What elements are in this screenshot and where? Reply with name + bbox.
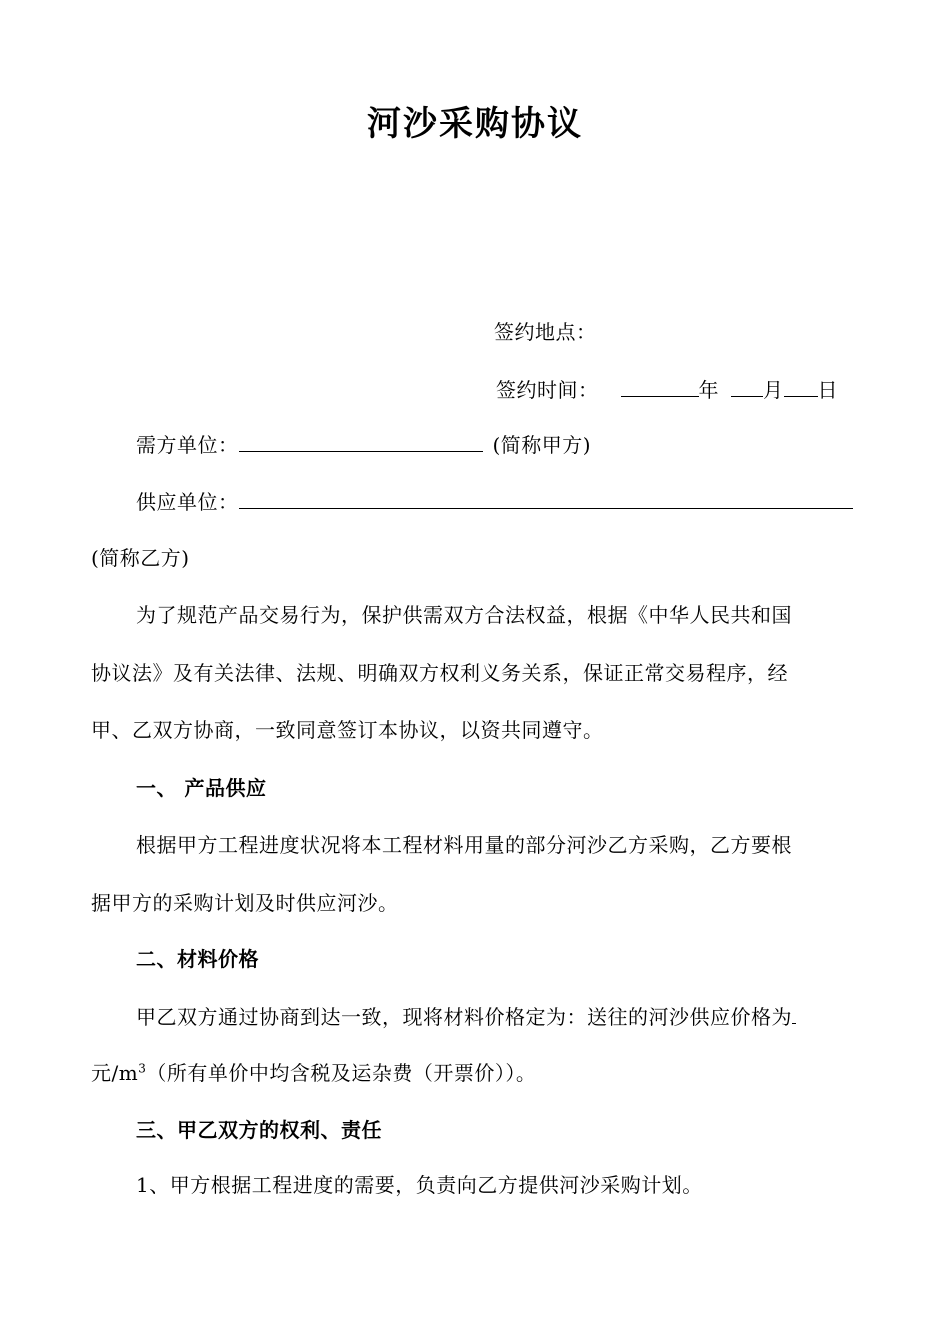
- unit-prefix: 元/m: [91, 1061, 139, 1085]
- section3-heading: 三、甲乙双方的权利、责任: [136, 1118, 382, 1142]
- intro-line-3: 甲、乙双方协商，一致同意签订本协议，以资共同遵守。: [91, 718, 604, 742]
- supplier-abbr: (简称乙方): [91, 546, 190, 570]
- buyer-row: [136, 429, 591, 459]
- sign-place: [494, 318, 597, 346]
- sign-place-label: 签约地点：: [494, 320, 597, 344]
- buyer-abbr: (简称甲方): [492, 433, 592, 457]
- day-blank: [784, 374, 818, 397]
- sign-time-label: 签约时间：: [496, 378, 599, 402]
- price-blank: [792, 1001, 796, 1024]
- intro-line-2: 协议法》及有关法律、法规、明确双方权利义务关系，保证正常交易程序，经: [91, 661, 788, 685]
- supplier-blank: [239, 486, 853, 509]
- intro-line-1: 为了规范产品交易行为，保护供需双方合法权益，根据《中华人民共和国: [136, 603, 792, 627]
- month-label: 月: [763, 378, 784, 402]
- section2-line-1-text: 甲乙双方通过协商到达一致，现将材料价格定为：送往的河沙供应价格为: [136, 1005, 792, 1029]
- sign-time: [496, 374, 838, 404]
- section3-item-1: 1、甲方根据工程进度的需要，负责向乙方提供河沙采购计划。: [136, 1173, 703, 1197]
- section2-line-1: [136, 1001, 796, 1031]
- buyer-blank: [239, 429, 483, 452]
- section2-heading: 二、材料价格: [136, 947, 259, 971]
- section2-line-2: [91, 1059, 536, 1087]
- unit-suffix: （所有单价中均含税及运杂费（开票价））。: [146, 1061, 537, 1085]
- buyer-label: 需方单位：: [136, 433, 239, 457]
- month-blank: [731, 374, 763, 397]
- section1-line-1: 根据甲方工程进度状况将本工程材料用量的部分河沙乙方采购，乙方要根: [136, 833, 792, 857]
- supplier-row: [136, 486, 853, 516]
- section1-heading: 一、 产品供应: [136, 776, 267, 800]
- year-blank: [621, 374, 699, 397]
- year-label: 年: [698, 378, 719, 402]
- unit-superscript: 3: [138, 1061, 147, 1076]
- day-label: 日: [817, 378, 838, 402]
- document-title: 河沙采购协议: [367, 104, 583, 144]
- section1-line-2: 据甲方的采购计划及时供应河沙。: [91, 891, 399, 915]
- supplier-label: 供应单位：: [136, 490, 239, 514]
